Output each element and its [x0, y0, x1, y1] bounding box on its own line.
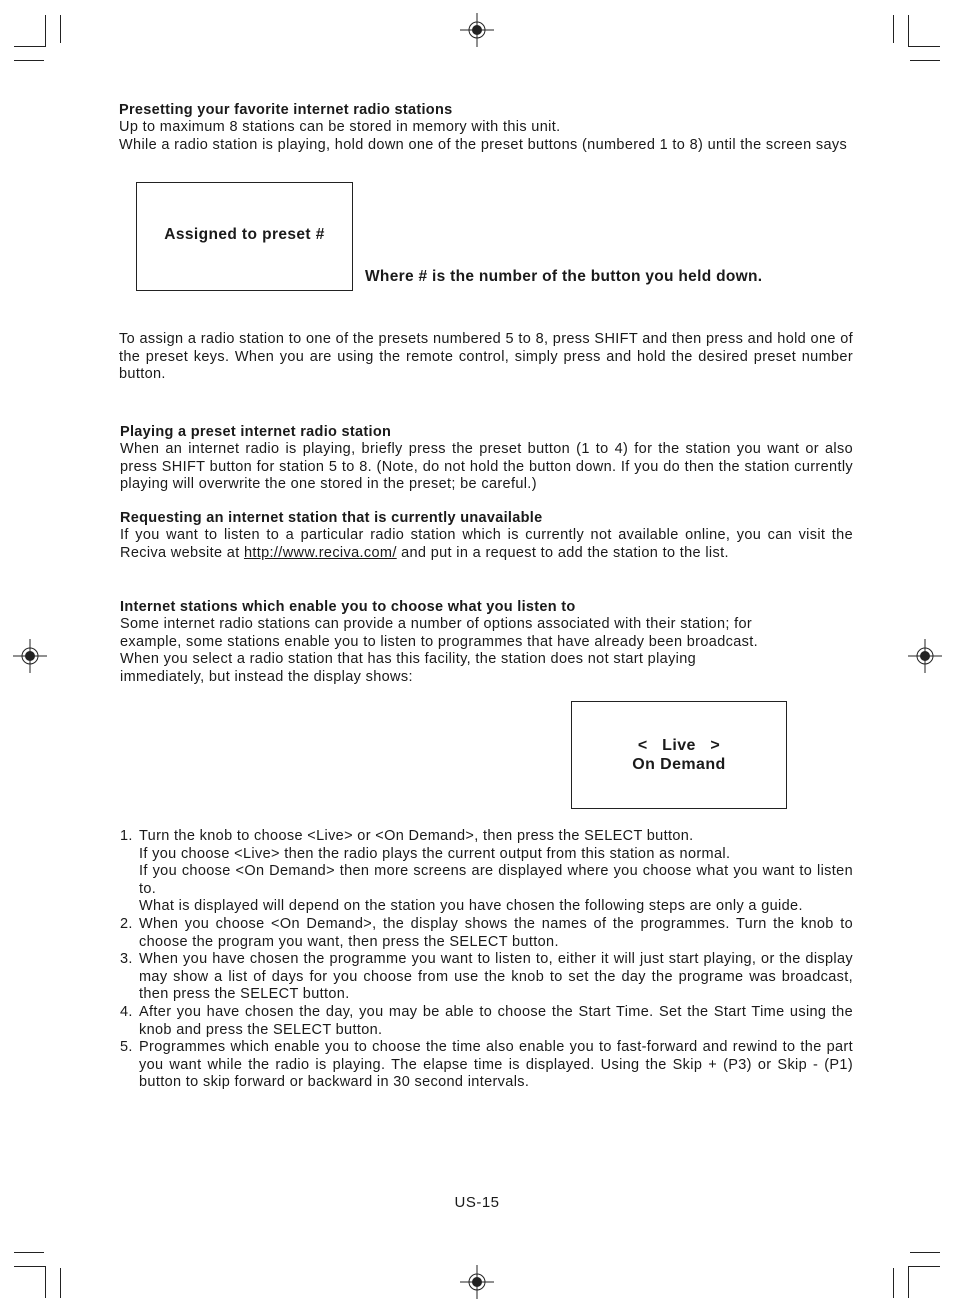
choose-section	[120, 599, 853, 686]
page-number: US-15	[454, 1194, 500, 1211]
crop-mark	[14, 46, 46, 47]
requesting-heading: Requesting an internet station that is currently unavailable	[120, 510, 543, 526]
requesting-text-after: and put in a request to add the station to the list.	[396, 544, 729, 561]
lcd-line-live: < Live >	[637, 737, 721, 754]
requesting-paragraph	[120, 527, 853, 562]
choose-line-2: example, some stations enable you to listen to programmes that have already been broadcast.	[120, 633, 758, 650]
steps-ordered-list	[120, 828, 853, 1092]
registration-mark-icon	[460, 1265, 494, 1299]
step-number: 2.	[120, 915, 133, 932]
crop-mark	[60, 15, 61, 43]
crop-mark	[14, 60, 44, 61]
crop-mark	[908, 1266, 940, 1267]
crop-mark	[45, 1266, 46, 1298]
list-item	[120, 1039, 853, 1092]
choose-line-1: Some internet radio stations can provide a number of options associated with their station; for	[120, 616, 753, 632]
registration-mark-icon	[13, 639, 47, 673]
step-line: If you choose <On Demand> then more screens are displayed where you choose what you want to listen to.	[139, 863, 853, 897]
requesting-text-before: If you want to listen to a particular radio station which is currently not available online, you can visit the Reciva website at	[120, 527, 853, 561]
list-item	[120, 951, 853, 1004]
preset-line-2: While a radio station is playing, hold down one of the preset buttons (numbered 1 to 8) until the screen says	[119, 136, 848, 153]
registration-mark-icon	[460, 13, 494, 47]
playing-paragraph: When an internet radio is playing, briefly press the preset button (1 to 4) for the station you want or also press SHIFT button for station 5 to 8. (Note, do not hold the button down. If you do then the station currently playing will overwrite the one stored in the preset; be careful.)	[120, 441, 853, 493]
crop-mark	[893, 1268, 894, 1298]
list-item	[120, 1004, 853, 1039]
assign-paragraph: To assign a radio station to one of the presets numbered 5 to 8, press SHIFT and then press and hold one of the preset keys. When you are using the remote control, simply press and hold the desired preset number button.	[119, 331, 853, 383]
preset-section	[119, 102, 853, 154]
step-line: When you have chosen the programme you want to listen to, either it will just start playing, or the display may show a list of days for you choose from use the knob to set the day the programe was broadcast, then press the SELECT button.	[139, 951, 853, 1003]
choose-paragraph	[120, 616, 853, 686]
step-line: When you choose <On Demand>, the display shows the names of the programmes. Turn the knob to choose the program you want, then press the SELECT button.	[139, 915, 853, 950]
step-line: Turn the knob to choose <Live> or <On Demand>, then press the SELECT button.	[139, 828, 694, 844]
crop-mark	[14, 1252, 44, 1253]
playing-heading: Playing a preset internet radio station	[120, 424, 392, 440]
crop-mark	[910, 1252, 940, 1253]
crop-mark	[14, 1266, 46, 1267]
lcd-display-live-on-demand	[571, 701, 787, 809]
crop-mark	[908, 46, 940, 47]
step-number: 4.	[120, 1003, 133, 1020]
step-line: After you have chosen the day, you may be able to choose the Start Time. Set the Start Time using the knob and press the SELECT button.	[139, 1003, 853, 1038]
crop-mark	[908, 15, 909, 47]
step-number: 1.	[120, 828, 133, 844]
registration-mark-icon	[908, 639, 942, 673]
lcd-text: Assigned to preset #	[164, 226, 325, 243]
step-line: What is displayed will depend on the station you have chosen the following steps are only a guide.	[139, 898, 803, 915]
crop-mark	[910, 60, 940, 61]
preset-intro	[119, 119, 853, 154]
requesting-section	[120, 510, 853, 562]
lcd-line-on-demand: On Demand	[632, 756, 726, 773]
choose-heading: Internet stations which enable you to choose what you listen to	[120, 599, 576, 615]
step-number: 5.	[120, 1039, 133, 1056]
choose-line-3: When you select a radio station that has this facility, the station does not start playing	[120, 651, 697, 668]
preset-line-1: Up to maximum 8 stations can be stored in memory with this unit.	[119, 119, 561, 135]
choose-line-4: immediately, but instead the display shows:	[120, 668, 413, 685]
step-number: 3.	[120, 951, 133, 968]
crop-mark	[60, 1268, 61, 1298]
list-item	[120, 828, 853, 916]
list-item	[120, 916, 853, 951]
crop-mark	[45, 15, 46, 47]
playing-section	[120, 424, 853, 494]
preset-note: Where # is the number of the button you held down.	[365, 268, 763, 285]
crop-mark	[893, 15, 894, 43]
step-line: Programmes which enable you to choose the time also enable you to fast-forward and rewind to the part you want while the radio is playing. The elapse time is displayed. Using the Skip + (P3) or Skip - (P1) button to skip forward or backward in 30 second intervals.	[139, 1039, 853, 1091]
step-line: If you choose <Live> then the radio plays the current output from this station as normal.	[139, 845, 731, 862]
preset-heading: Presetting your favorite internet radio stations	[119, 102, 453, 118]
reciva-website-link[interactable]: http://www.reciva.com/	[243, 544, 397, 561]
lcd-display-preset	[136, 182, 353, 291]
crop-mark	[908, 1266, 909, 1298]
steps-list	[120, 828, 853, 1092]
